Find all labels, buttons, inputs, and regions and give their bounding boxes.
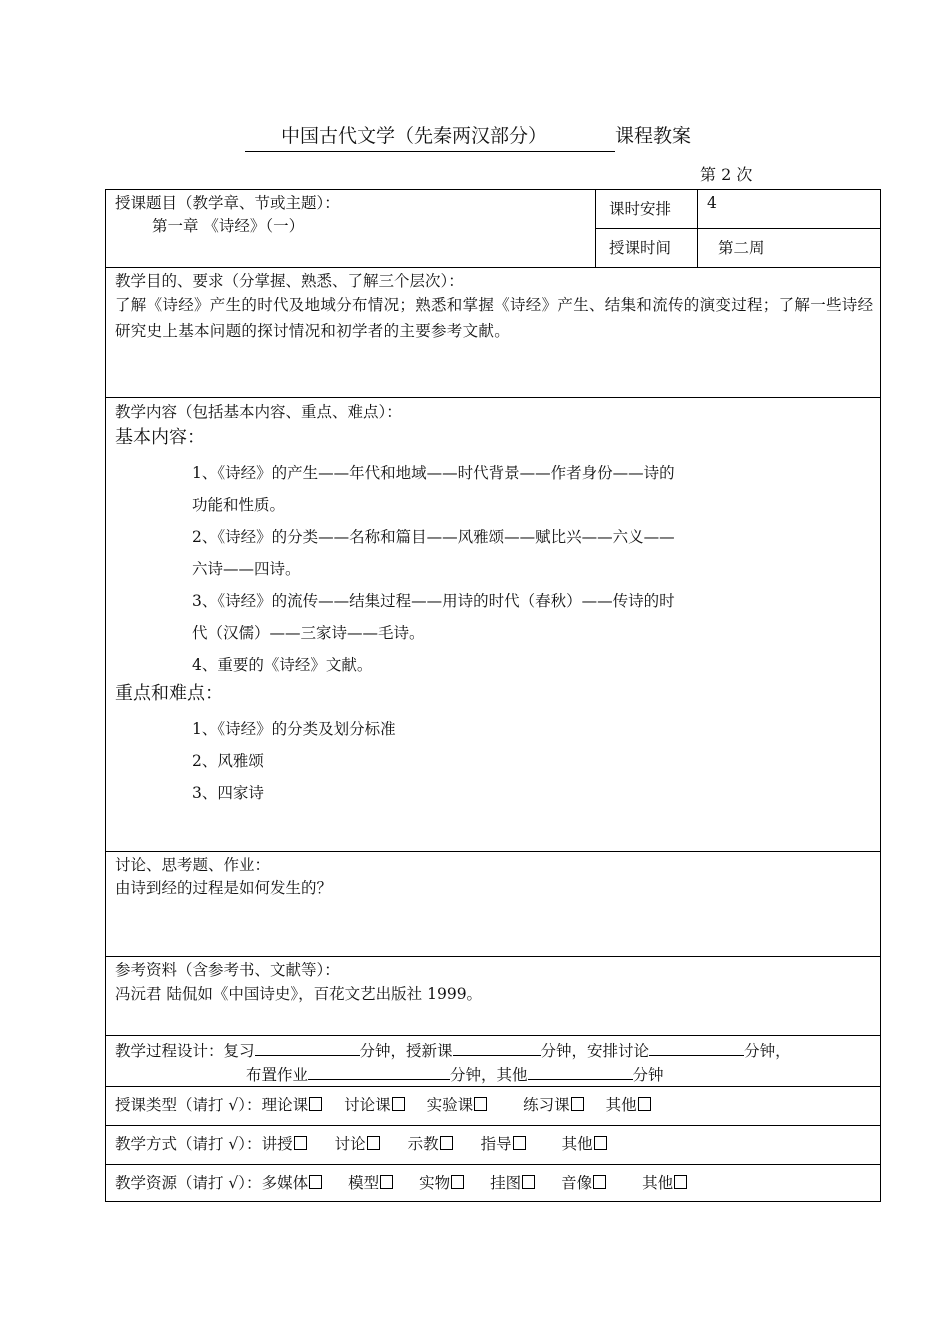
discussion-label: 讨论、思考题、作业：	[115, 856, 271, 874]
resources-label: 教学资源（请打 √）：	[115, 1174, 262, 1192]
checkbox[interactable]	[451, 1175, 464, 1189]
checkbox[interactable]	[367, 1136, 380, 1150]
process-label: 教学过程设计：	[115, 1042, 224, 1060]
content-item-1: 1、《诗经》的产生——年代和地域——时代背景——作者身份——诗的	[192, 464, 675, 482]
content-item-3: 3、《诗经》的流传——结集过程——用诗的时代（春秋）——传诗的时	[192, 592, 675, 610]
homework-minutes-field[interactable]	[308, 1061, 450, 1080]
divider	[105, 267, 881, 268]
objectives-text: 了解《诗经》产生的时代及地域分布情况；熟悉和掌握《诗经》产生、结集和流传的演变过程；了解一些诗经研究史上基本问题的探讨情况和初学者的主要参考文献。	[115, 296, 874, 340]
key-item-3: 3、四家诗	[192, 784, 264, 802]
divider	[105, 1125, 881, 1126]
checkbox[interactable]	[440, 1136, 453, 1150]
key-item-2: 2、风雅颂	[192, 752, 264, 770]
review-minutes-field[interactable]	[255, 1037, 360, 1056]
divider	[105, 1164, 881, 1165]
new-lesson-minutes-field[interactable]	[453, 1037, 541, 1056]
checkbox[interactable]	[513, 1136, 526, 1150]
lesson-type-option[interactable]: 理论课	[262, 1096, 323, 1114]
resources-row	[115, 1171, 709, 1195]
method-option[interactable]: 示教	[408, 1135, 453, 1153]
resource-option[interactable]: 其他	[642, 1174, 687, 1192]
divider	[105, 851, 881, 852]
checkbox[interactable]	[474, 1097, 487, 1111]
lesson-type-option[interactable]: 其他	[606, 1096, 651, 1114]
resource-option[interactable]: 多媒体	[262, 1174, 323, 1192]
course-title: 中国古代文学（先秦两汉部分）	[281, 125, 548, 147]
divider	[105, 1035, 881, 1036]
discussion-minutes-label: 分钟，安排讨论	[540, 1042, 650, 1060]
divider	[595, 189, 596, 267]
method-option[interactable]: 讨论	[335, 1135, 380, 1153]
checkbox[interactable]	[380, 1175, 393, 1189]
resource-option[interactable]: 实物	[419, 1174, 464, 1192]
references-text: 冯沅君 陆侃如《中国诗史》，百花文艺出版社 1999。	[115, 985, 483, 1003]
method-label: 教学方式（请打 √）：	[115, 1135, 262, 1153]
process-line-2	[246, 1061, 664, 1087]
lesson-type-option[interactable]: 实验课	[427, 1096, 488, 1114]
content-label: 教学内容（包括基本内容、重点、难点）：	[115, 403, 402, 421]
key-points-heading: 重点和难点：	[115, 683, 223, 704]
lesson-type-option[interactable]: 讨论课	[344, 1096, 405, 1114]
method-option[interactable]: 指导	[481, 1135, 526, 1153]
other-label: 分钟，其他	[450, 1066, 528, 1084]
time-value: 第二周	[718, 239, 765, 257]
checkbox[interactable]	[309, 1097, 322, 1111]
checkbox[interactable]	[392, 1097, 405, 1111]
minutes-end: 分钟	[632, 1066, 664, 1084]
divider	[595, 228, 881, 229]
review-label: 复习	[223, 1042, 255, 1060]
divider	[105, 956, 881, 957]
topic-label: 授课题目（教学章、节或主题）：	[115, 194, 340, 212]
lesson-type-option[interactable]: 练习课	[523, 1096, 584, 1114]
resource-option[interactable]: 挂图	[490, 1174, 535, 1192]
time-label: 授课时间	[609, 239, 672, 257]
hours-value: 4	[707, 194, 717, 212]
checkbox[interactable]	[594, 1136, 607, 1150]
doc-type: 课程教案	[615, 125, 692, 147]
hours-label: 课时安排	[609, 200, 672, 218]
content-item-2: 2、《诗经》的分类——名称和篇目——风雅颂——赋比兴——六义——	[192, 528, 675, 546]
homework-label: 布置作业	[246, 1066, 309, 1084]
lesson-type-row	[115, 1093, 673, 1117]
checkbox[interactable]	[638, 1097, 651, 1111]
process-line-1	[115, 1037, 791, 1063]
checkbox[interactable]	[522, 1175, 535, 1189]
objectives-label: 教学目的、要求（分掌握、熟悉、了解三个层次）：	[115, 272, 464, 290]
resource-option[interactable]: 模型	[348, 1174, 393, 1192]
references-label: 参考资料（含参考书、文献等）：	[115, 961, 340, 979]
method-row	[115, 1132, 629, 1156]
method-option[interactable]: 其他	[562, 1135, 607, 1153]
resource-option[interactable]: 音像	[561, 1174, 606, 1192]
session-number: 第 2 次	[700, 165, 753, 184]
lesson-type-label: 授课类型（请打 √）：	[115, 1096, 262, 1114]
content-item-3-cont: 代（汉儒）——三家诗——毛诗。	[192, 624, 425, 642]
discussion-minutes-field[interactable]	[649, 1037, 744, 1056]
divider	[105, 397, 881, 398]
divider	[697, 189, 698, 267]
new-lesson-label: 分钟，授新课	[359, 1042, 453, 1060]
other-minutes-field[interactable]	[528, 1061, 633, 1080]
checkbox[interactable]	[674, 1175, 687, 1189]
basic-content-heading: 基本内容：	[115, 427, 205, 448]
method-option[interactable]: 讲授	[262, 1135, 307, 1153]
minutes-suffix: 分钟，	[744, 1042, 791, 1060]
checkbox[interactable]	[294, 1136, 307, 1150]
discussion-text: 由诗到经的过程是如何发生的？	[115, 879, 333, 897]
key-item-1: 1、《诗经》的分类及划分标准	[192, 720, 396, 738]
content-item-1-cont: 功能和性质。	[192, 496, 286, 514]
checkbox[interactable]	[309, 1175, 322, 1189]
checkbox[interactable]	[571, 1097, 584, 1111]
content-item-4: 4、重要的《诗经》文献。	[192, 656, 373, 674]
title-underline	[245, 151, 615, 152]
content-item-2-cont: 六诗——四诗。	[192, 560, 301, 578]
checkbox[interactable]	[593, 1175, 606, 1189]
topic-value: 第一章 《诗经》（一）	[152, 217, 305, 235]
